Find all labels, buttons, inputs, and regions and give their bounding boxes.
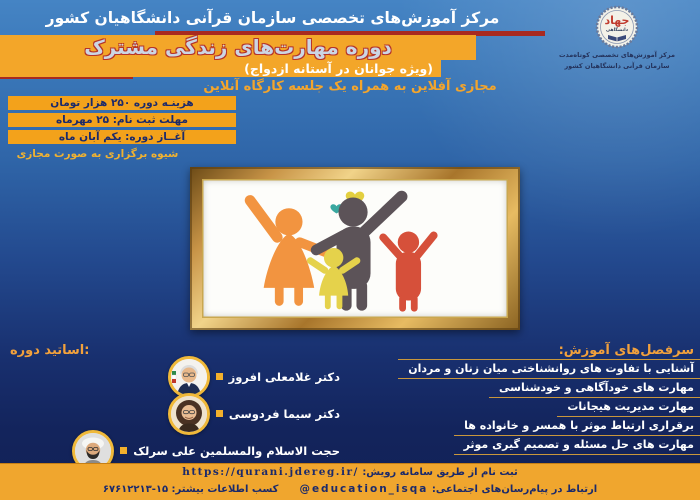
org-logo-block (558, 5, 676, 70)
course-info-strips (8, 96, 236, 147)
instructor-photo (168, 356, 210, 398)
jahad-daneshgahi-logo-icon (595, 5, 639, 49)
instructor-row (0, 395, 340, 432)
footer-bar (0, 463, 700, 500)
register-label: ثبت نام از طریق سامانه رویش: (362, 467, 518, 478)
svg-text:دانشگاهی: دانشگاهی (605, 28, 629, 33)
family-illustration (205, 181, 505, 317)
instructors-section (0, 343, 346, 469)
gold-picture-frame (190, 167, 520, 330)
deadline-strip: مهلت ثبت نام: ۲۵ مهرماه (8, 113, 236, 127)
cost-strip: هزینـه دوره ۲۵۰ هزار تومان (8, 96, 236, 110)
register-url-link[interactable]: https://qurani.jdereg.ir/ (182, 466, 359, 478)
delivery-mode-line: مجازی آفلاین به همراه یک جلسه کارگاه آنلاین (203, 79, 497, 94)
bullet-square-icon (216, 373, 223, 380)
course-title-banner: دوره مهارت‌های زندگی مشترک (0, 35, 476, 60)
bullet-square-icon (216, 410, 223, 417)
instructor-name: دکتر سیما فردوسی (228, 406, 340, 421)
org-title: مرکز آموزش‌های تخصصی سازمان قرآنی دانشگاهیان کشور (45, 9, 500, 27)
delivery-note: شیوه برگزاری به صورت مجازی (16, 148, 179, 160)
footer-register-line (0, 464, 700, 481)
logo-caption-line1: مرکز آموزش‌های تخصصی کوتاه‌مدت (558, 51, 676, 59)
instructor-name: دکتر غلامعلی افروز (228, 369, 340, 384)
instructor-name: حجت الاسلام والمسلمین علی سرلک (133, 443, 340, 458)
instructor-row (0, 358, 340, 395)
svg-text:جهاد: جهاد (604, 14, 630, 27)
female-doctor-avatar-icon (171, 396, 207, 432)
topic-item: مهارت مدیریت هیجانات (557, 398, 700, 417)
info-label: کسب اطلاعات بیشتر: (171, 484, 279, 495)
topics-header: سرفصل‌های آموزش: (558, 343, 694, 358)
frame-matte (202, 179, 508, 318)
social-label: ارتباط در پیام‌رسان‌های اجتماعی: (431, 484, 598, 495)
social-handle-link[interactable]: @education_isqa (299, 483, 429, 495)
logo-caption-line2: سازمان قرآنی دانشگاهیان کشور (564, 61, 670, 70)
footer-contact-line (0, 481, 700, 498)
instructor-photo (168, 393, 210, 435)
child-red-figure (383, 231, 434, 308)
topic-item: برقراری ارتباط موثر با همسر و خانواده ها (454, 417, 700, 436)
course-subtitle-banner: (ویژه جوانان در آستانه ازدواج) (0, 60, 441, 77)
start-date-strip: آغــاز دوره: یکم آبان ماه (8, 130, 236, 144)
topic-item: مهارت های حل مسئله و تصمیم گیری موثر (454, 436, 700, 455)
instructors-header: اساتید دوره: (10, 343, 90, 358)
topics-section (328, 343, 700, 455)
topic-item: مهارت های خودآگاهی و خودشناسی (489, 379, 700, 398)
bullet-square-icon (120, 447, 127, 454)
male-professor-avatar-icon (171, 359, 207, 395)
phone-number[interactable]: ۶۷۶۱۲۲۱۳-۱۵ (102, 484, 169, 495)
topic-item: آشنایی با تفاوت های روانشناختی میان زنان و مردان (398, 359, 700, 379)
